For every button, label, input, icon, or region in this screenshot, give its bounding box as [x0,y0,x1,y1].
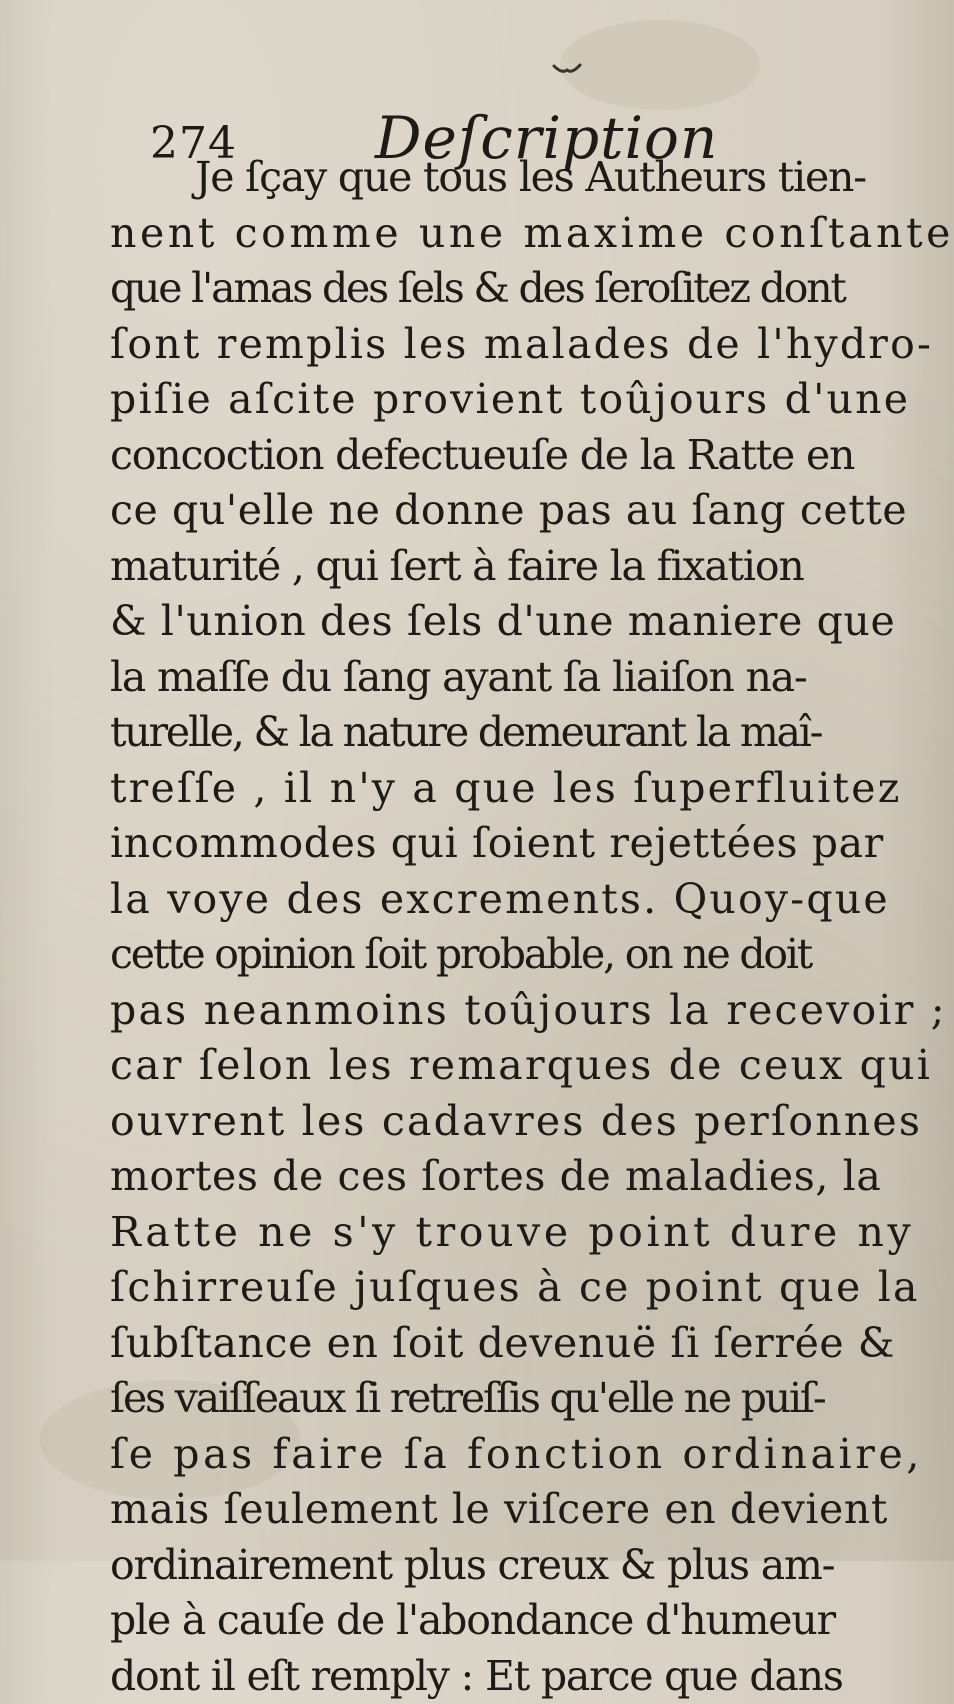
running-title: Deſcription [375,104,718,172]
text-line: cette opinion ſoit probable, on ne doit [110,927,780,983]
text-line: ſubſtance en ſoit devenuë ſi ſerrée & [110,1316,780,1372]
body-text [110,150,780,1704]
text-line: ordinairement plus creux & plus am- [110,1538,780,1594]
text-line: la voye des excrements. Quoy-que [110,872,780,928]
text-line: treſſe , il n'y a que les ſuperfluitez [110,761,780,817]
text-line: nent comme une maxime conſtante [110,206,780,262]
text-line: Ratte ne s'y trouve point dure ny [110,1205,780,1261]
text-line: Je ſçay que tous les Autheurs tien- [110,150,780,206]
text-line: ce qu'elle ne donne pas au ſang cette [110,483,780,539]
ornament-mark [552,62,582,76]
text-line: mortes de ces ſortes de maladies, la [110,1149,780,1205]
text-line: concoction defectueuſe de la Ratte en [110,428,780,484]
text-line: ſchirreuſe juſques à ce point que la [110,1260,780,1316]
text-line: que l'amas des ſels & des ſeroſitez dont [110,261,780,317]
text-line: maturité , qui ſert à faire la fixation [110,539,780,595]
page-number: 274 [150,118,237,169]
text-line: piſie aſcite provient toûjours d'une [110,372,780,428]
text-line: & l'union des ſels d'une maniere que [110,594,780,650]
text-line: ſont remplis les malades de l'hydro- [110,317,780,373]
text-line: pas neanmoins toûjours la recevoir ; [110,983,780,1039]
text-line: dont il eſt remply : Et parce que dans [110,1649,780,1704]
text-line: turelle, & la nature demeurant la maî- [110,705,780,761]
text-line: ſes vaiſſeaux ſi retreſſis qu'elle ne puiſ- [110,1371,780,1427]
text-line: incommodes qui ſoient rejettées par [110,816,780,872]
text-line: ſe pas faire ſa fonction ordinaire, [110,1427,780,1483]
text-line: ouvrent les cadavres des perſonnes [110,1094,780,1150]
text-line: car ſelon les remarques de ceux qui [110,1038,780,1094]
text-line: mais ſeulement le viſcere en devient [110,1482,780,1538]
text-line: la maſſe du ſang ayant ſa liaiſon na- [110,650,780,706]
text-line: ple à cauſe de l'abondance d'humeur [110,1593,780,1649]
